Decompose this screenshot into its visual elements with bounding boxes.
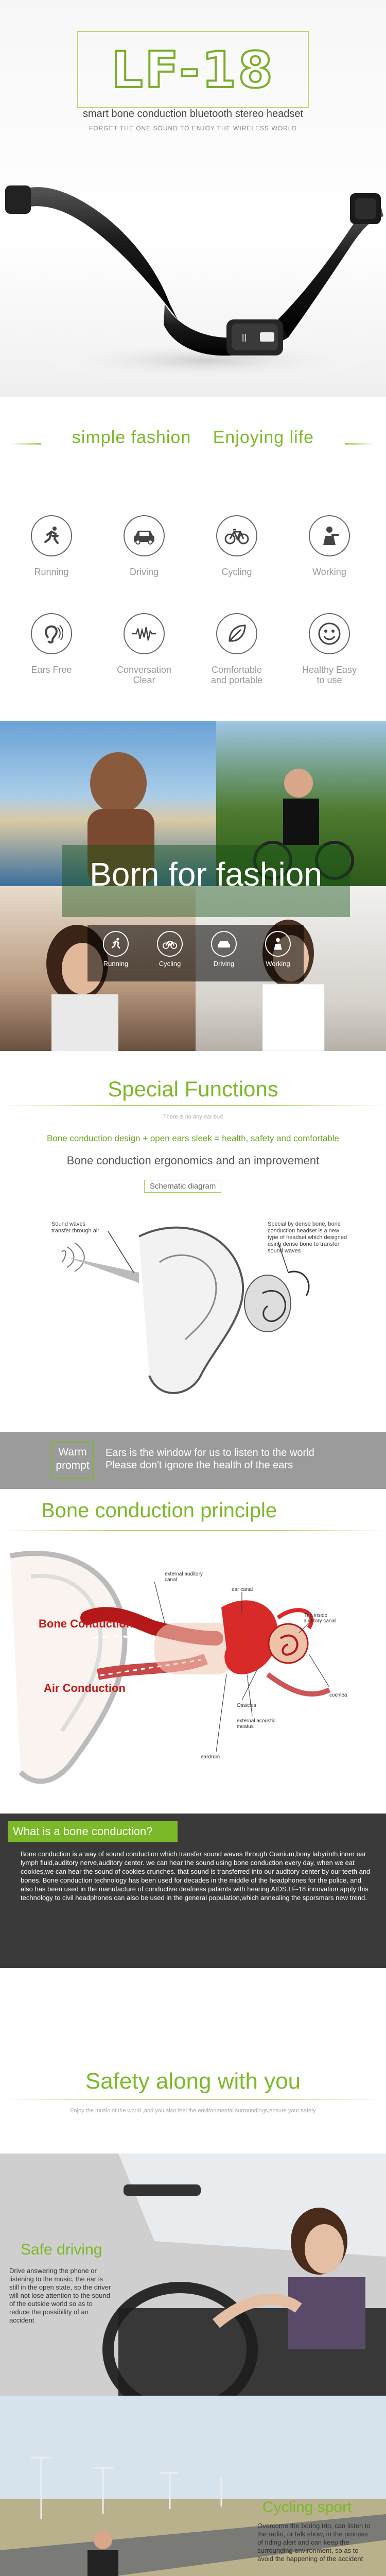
- headset-image: [0, 134, 386, 392]
- car-icon: [124, 515, 165, 556]
- special-functions-title: Special Functions: [108, 1077, 278, 1101]
- safety-divider: [0, 2099, 386, 2100]
- safety-section: [0, 1968, 386, 2154]
- special-functions-section: [0, 1051, 386, 1432]
- fashion-activity-row: [87, 925, 304, 981]
- what-is-section: [0, 1814, 386, 1968]
- label-cochlea: cochlea: [329, 1692, 347, 1698]
- feature-comfortable: [206, 613, 268, 685]
- fashion-item-working: [252, 931, 304, 968]
- feature-label: Conversation Clear: [116, 665, 172, 685]
- label-ossicles: Ossicles: [237, 1703, 256, 1708]
- feature-conversation: [113, 613, 175, 685]
- air-conduction-label: Air Conduction: [44, 1682, 126, 1694]
- principle-section: [0, 1489, 386, 1814]
- born-for-fashion-banner: [62, 845, 350, 917]
- label-external-canal: external auditory canal: [165, 1571, 203, 1583]
- warm-prompt-badge: Warm prompt: [51, 1442, 94, 1479]
- warm-line-1: Ears is the window for us to listen to the world: [106, 1447, 314, 1459]
- worker-icon: [309, 515, 350, 556]
- running-icon: [31, 515, 72, 556]
- feature-ears-free: [21, 613, 82, 675]
- fashion-item-running: [90, 931, 142, 968]
- fashion-item-label: Driving: [213, 960, 235, 968]
- special-ergonomics: Bone conduction ergonomics and an improvement: [66, 1154, 320, 1167]
- waveform-icon: [124, 613, 165, 654]
- cycling-section: [0, 2396, 386, 2576]
- schematic-diagram-label: Schematic diagram: [144, 1180, 221, 1193]
- fashion-section: [0, 721, 386, 1051]
- safe-driving-title: Safe driving: [21, 2241, 102, 2258]
- running-icon: [103, 931, 129, 957]
- what-is-body: Bone conduction is a way of sound conduction which transfer sound waves through Cranium,bony labyrinth,inner ear lymph fluid,auditory nerve,auditory center. we can hear the sound using bone conduction every day, when we eat cookies,we can hear the sound of cookies crunches. that sound is transferred into our auditory center by our teeth and bones. Bone conduction technology has been used for decades in the middle of the headphones for the police, and also has been used in the manufacture of conductive deafness patients with hearing AIDS.LF-18 innovation apply this technology to civil headphones can also be used in the general population,which annealing the sporsmars new trend.: [21, 1850, 371, 1902]
- cycling-sport-title: Cycling sport: [262, 2499, 352, 2516]
- leaf-icon: [216, 613, 257, 654]
- hero-section: [0, 0, 386, 397]
- born-for-fashion-headline: Born for fashion: [90, 856, 322, 893]
- special-divider: [0, 1105, 386, 1106]
- label-ear-canal: ear canal: [232, 1587, 253, 1592]
- car-icon: [211, 931, 237, 957]
- feature-label: Running: [34, 567, 69, 577]
- logo-frame: [77, 31, 309, 108]
- smiley-icon: [309, 613, 350, 654]
- fashion-item-label: Working: [266, 960, 290, 968]
- ear-anatomy-diagram: [0, 1546, 386, 1814]
- feature-label: Working: [312, 567, 346, 577]
- fashion-item-driving: [198, 931, 250, 968]
- fashion-item-label: Cycling: [159, 960, 181, 968]
- feature-label: Comfortable and portable: [210, 665, 263, 685]
- principle-title: Bone conduction principle: [41, 1499, 277, 1522]
- special-formula: Bone conduction design + open ears sleek = health, safety and comfortable: [47, 1133, 339, 1143]
- fashion-item-cycling: [144, 931, 196, 968]
- fashion-item-label: Running: [103, 960, 129, 968]
- product-logo: LF-18: [111, 41, 275, 99]
- label-eardrum: eardrum: [201, 1754, 220, 1760]
- bicycle-icon: [216, 515, 257, 556]
- what-is-tag: What is a bone conduction?: [8, 1821, 178, 1842]
- safe-driving-body: Drive answering the phone or listening to the music, the ear is still in the open state, so the driver will not lose attention to the sound of the outside world so as to reduce the possibility of an accident: [9, 2267, 111, 2324]
- feature-label: Healthy Easy to use: [302, 665, 357, 685]
- bone-conduction-label: Bone Conduction: [39, 1617, 133, 1630]
- features-title-left: simple fashion: [72, 428, 191, 447]
- feature-label: Cycling: [221, 567, 252, 577]
- play-pause-glyph: ll: [242, 333, 247, 344]
- diagram-note-right: Special by dense bone, bone conduction headset is a new type of headset which designed using dense bone to transfer sound waves: [268, 1221, 347, 1254]
- feature-healthy: [299, 613, 360, 685]
- feature-cycling: [206, 515, 268, 577]
- ear-icon: [31, 613, 72, 654]
- driving-section: [0, 2154, 386, 2396]
- feature-label: Driving: [129, 567, 159, 577]
- principle-divider: [0, 1530, 386, 1531]
- safety-small-text: Enjoy the music of the world ,and you also feel the environmental surroundings,ensure your safety: [70, 2108, 316, 2114]
- cycling-sport-body: Overcome the boring trip, can listen to the radio, or talk show, in the process of riding alert and can keep the surrounding environment, so as to avoid the happening of the accident: [257, 2522, 371, 2563]
- hero-tagline: FORGET THE ONE SOUND TO ENJOY THE WIRELESS WORLD: [89, 125, 297, 132]
- features-title: [0, 428, 386, 448]
- features-section: [0, 397, 386, 721]
- bicycle-icon: [157, 931, 183, 957]
- warm-line-2: Please don't ignore the health of the ears: [106, 1460, 293, 1471]
- ear-schematic-diagram: [46, 1206, 355, 1422]
- hero-subtitle: smart bone conduction bluetooth stereo headset: [82, 108, 304, 120]
- feature-label: Ears Free: [31, 665, 72, 675]
- diagram-note-left: Sound waves transfer through air: [51, 1221, 99, 1234]
- warm-prompt-text: [106, 1447, 314, 1471]
- features-title-right: Enjoying life: [213, 428, 314, 447]
- label-external-meatus: external acoustic meatus: [237, 1718, 276, 1730]
- warm-prompt-section: [0, 1432, 386, 1489]
- feature-working: [299, 515, 360, 577]
- label-inner-canal: The inside auditory canal: [304, 1613, 336, 1624]
- special-small-text: There is no any ear bud: [163, 1114, 223, 1120]
- worker-icon: [265, 931, 291, 957]
- safety-title: Safety along with you: [85, 2069, 301, 2094]
- feature-driving: [113, 515, 175, 577]
- feature-running: [21, 515, 82, 577]
